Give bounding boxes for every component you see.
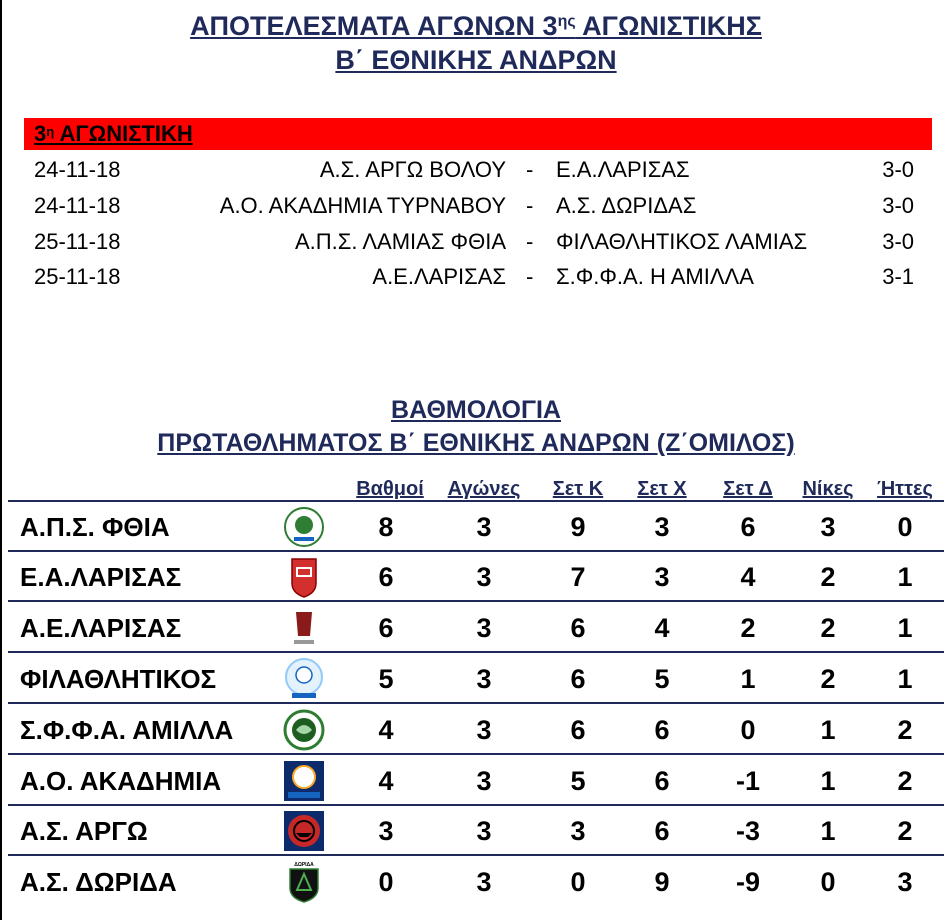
match-score: 3-0 — [882, 229, 914, 254]
stat-wins: 0 — [820, 867, 836, 897]
match-date: 24-11-18 — [34, 157, 121, 182]
row-divider — [8, 702, 944, 704]
stat-losses: 2 — [897, 766, 913, 796]
stat-games: 3 — [476, 867, 492, 897]
stat-sets-won: 0 — [570, 867, 586, 897]
fthia-logo — [282, 505, 326, 549]
stat-sets-diff: -1 — [735, 766, 760, 796]
stat-games: 3 — [476, 816, 492, 846]
standings-title: ΒΑΘΜΟΛΟΓΙΑ — [391, 396, 561, 424]
match-dash: - — [526, 157, 534, 182]
match-dash: - — [526, 264, 534, 289]
team-name: Α.Ο. ΑΚΑΔΗΜΙΑ — [20, 766, 222, 796]
stat-games: 3 — [476, 613, 492, 643]
match-away: Σ.Φ.Φ.Α. Η ΑΜΙΛΛΑ — [556, 264, 754, 289]
stat-sets-lost: 6 — [654, 766, 670, 796]
stat-points: 4 — [378, 766, 394, 796]
standings-row — [8, 552, 944, 602]
stat-sets-diff: 0 — [740, 715, 756, 745]
stat-sets-diff: 6 — [740, 512, 756, 542]
match-home: Α.Π.Σ. ΛΑΜΙΑΣ ΦΘΙΑ — [294, 229, 506, 254]
stat-losses: 1 — [897, 562, 913, 592]
stat-wins: 3 — [820, 512, 836, 542]
stat-games: 3 — [476, 664, 492, 694]
left-border — [0, 0, 2, 920]
stat-wins: 1 — [820, 766, 836, 796]
stat-sets-diff: -3 — [735, 816, 760, 846]
standings-row — [8, 705, 944, 755]
match-row — [0, 153, 952, 187]
stat-wins: 2 — [820, 664, 836, 694]
team-name: Α.Π.Σ. ΦΘΙΑ — [20, 512, 170, 542]
results-subtitle: Β΄ ΕΘΝΙΚΗΣ ΑΝΔΡΩΝ — [335, 45, 617, 75]
column-header-points: Βαθμοί — [356, 478, 424, 500]
match-home: Α.Ε.ΛΑΡΙΣΑΣ — [372, 264, 506, 289]
column-header-sets-lost: Σετ Χ — [637, 478, 687, 500]
match-away: Ε.Α.ΛΑΡΙΣΑΣ — [556, 157, 690, 182]
dorida-logo — [282, 860, 326, 904]
row-divider — [8, 600, 944, 602]
match-row — [0, 225, 952, 259]
stat-points: 8 — [378, 512, 394, 542]
standings-row — [8, 756, 944, 806]
match-date: 25-11-18 — [34, 229, 121, 254]
stat-games: 3 — [476, 766, 492, 796]
stat-sets-lost: 6 — [654, 715, 670, 745]
stat-sets-lost: 6 — [654, 816, 670, 846]
stat-losses: 1 — [897, 664, 913, 694]
column-header-losses: Ήττες — [877, 478, 933, 500]
round-header-bar — [24, 118, 932, 150]
filathlitikos-logo — [282, 657, 326, 701]
stat-sets-won: 6 — [570, 664, 586, 694]
stat-sets-won: 3 — [570, 816, 586, 846]
team-name: Α.Ε.ΛΑΡΙΣΑΣ — [20, 613, 182, 643]
stat-wins: 2 — [820, 613, 836, 643]
standings-row — [8, 654, 944, 704]
stat-points: 4 — [378, 715, 394, 745]
match-score: 3-0 — [882, 157, 914, 182]
stat-sets-won: 7 — [570, 562, 586, 592]
svg-text:ΔΩΡΙΔΑ: ΔΩΡΙΔΑ — [294, 862, 314, 868]
stat-sets-lost: 3 — [654, 562, 670, 592]
stat-losses: 2 — [897, 816, 913, 846]
row-divider — [8, 854, 944, 856]
stat-sets-lost: 5 — [654, 664, 670, 694]
match-date: 24-11-18 — [34, 193, 121, 218]
stat-points: 3 — [378, 816, 394, 846]
stat-wins: 1 — [820, 715, 836, 745]
team-name: ΦΙΛΑΘΛΗΤΙΚΟΣ — [20, 664, 217, 694]
match-score: 3-0 — [882, 193, 914, 218]
stat-sets-won: 5 — [570, 766, 586, 796]
stat-losses: 2 — [897, 715, 913, 745]
row-divider — [8, 651, 944, 653]
standings-row — [8, 603, 944, 653]
match-score: 3-1 — [882, 264, 914, 289]
stat-points: 0 — [378, 867, 394, 897]
stat-wins: 1 — [820, 816, 836, 846]
stat-losses: 0 — [897, 512, 913, 542]
match-dash: - — [526, 193, 534, 218]
stat-sets-won: 6 — [570, 715, 586, 745]
team-name: Α.Σ. ΑΡΓΩ — [20, 816, 148, 846]
match-away: Α.Σ. ΔΩΡΙΔΑΣ — [556, 193, 697, 218]
team-name: Α.Σ. ΔΩΡΙΔΑ — [20, 867, 177, 897]
team-name: Σ.Φ.Φ.Α. ΑΜΙΛΛΑ — [20, 715, 234, 745]
stat-losses: 1 — [897, 613, 913, 643]
match-home: Α.Σ. ΑΡΓΩ ΒΟΛΟΥ — [319, 157, 506, 182]
match-away: ΦΙΛΑΘΛΗΤΙΚΟΣ ΛΑΜΙΑΣ — [556, 229, 808, 254]
match-home: Α.Ο. ΑΚΑΔΗΜΙΑ ΤΥΡΝΑΒΟΥ — [219, 193, 506, 218]
standings-subtitle: ΠΡΩΤΑΘΛΗΜΑΤΟΣ Β΄ ΕΘΝΙΚΗΣ ΑΝΔΡΩΝ (Ζ΄ΟΜΙΛΟΣ) — [157, 429, 795, 457]
column-header-sets-won: Σετ Κ — [552, 478, 604, 500]
stat-sets-diff: 2 — [740, 613, 756, 643]
round-label: $3^\eta$ ΑΓΩΝΙΣΤΙΚΗ — [34, 121, 193, 146]
match-date: 25-11-18 — [34, 264, 121, 289]
stat-sets-lost: 9 — [654, 867, 670, 897]
column-header-games: Αγώνες — [447, 478, 521, 500]
match-row — [0, 189, 952, 223]
ae-larisas-logo — [282, 606, 326, 650]
stat-games: 3 — [476, 715, 492, 745]
column-header-wins: Νίκες — [802, 478, 854, 500]
stat-sets-won: 9 — [570, 512, 586, 542]
stat-sets-diff: 1 — [740, 664, 756, 694]
akadimia-logo — [282, 759, 326, 803]
stat-points: 6 — [378, 613, 394, 643]
match-dash: - — [526, 229, 534, 254]
amilla-logo — [282, 708, 326, 752]
stat-points: 5 — [378, 664, 394, 694]
stat-losses: 3 — [897, 867, 913, 897]
argo-logo — [282, 809, 326, 853]
stat-games: 3 — [476, 562, 492, 592]
results-title: ΑΠΟΤΕΛΕΣΜΑΤΑ ΑΓΩΝΩΝ $3^{\eta\varsigma}$ ΑΓΩΝΙΣΤΙΚΗΣ — [190, 11, 762, 41]
team-name: Ε.Α.ΛΑΡΙΣΑΣ — [20, 562, 182, 592]
stat-wins: 2 — [820, 562, 836, 592]
standings-row — [8, 806, 944, 856]
column-header-sets-diff: Σετ Δ — [723, 478, 773, 500]
ea-larisas-logo — [282, 555, 326, 599]
standings-row — [8, 502, 944, 552]
stat-sets-diff: 4 — [740, 562, 756, 592]
stat-sets-lost: 4 — [654, 613, 670, 643]
match-row — [0, 260, 952, 294]
stat-sets-won: 6 — [570, 613, 586, 643]
stat-points: 6 — [378, 562, 394, 592]
stat-sets-lost: 3 — [654, 512, 670, 542]
row-divider — [8, 753, 944, 755]
stat-sets-diff: -9 — [735, 867, 760, 897]
standings-row — [8, 857, 944, 907]
stat-games: 3 — [476, 512, 492, 542]
